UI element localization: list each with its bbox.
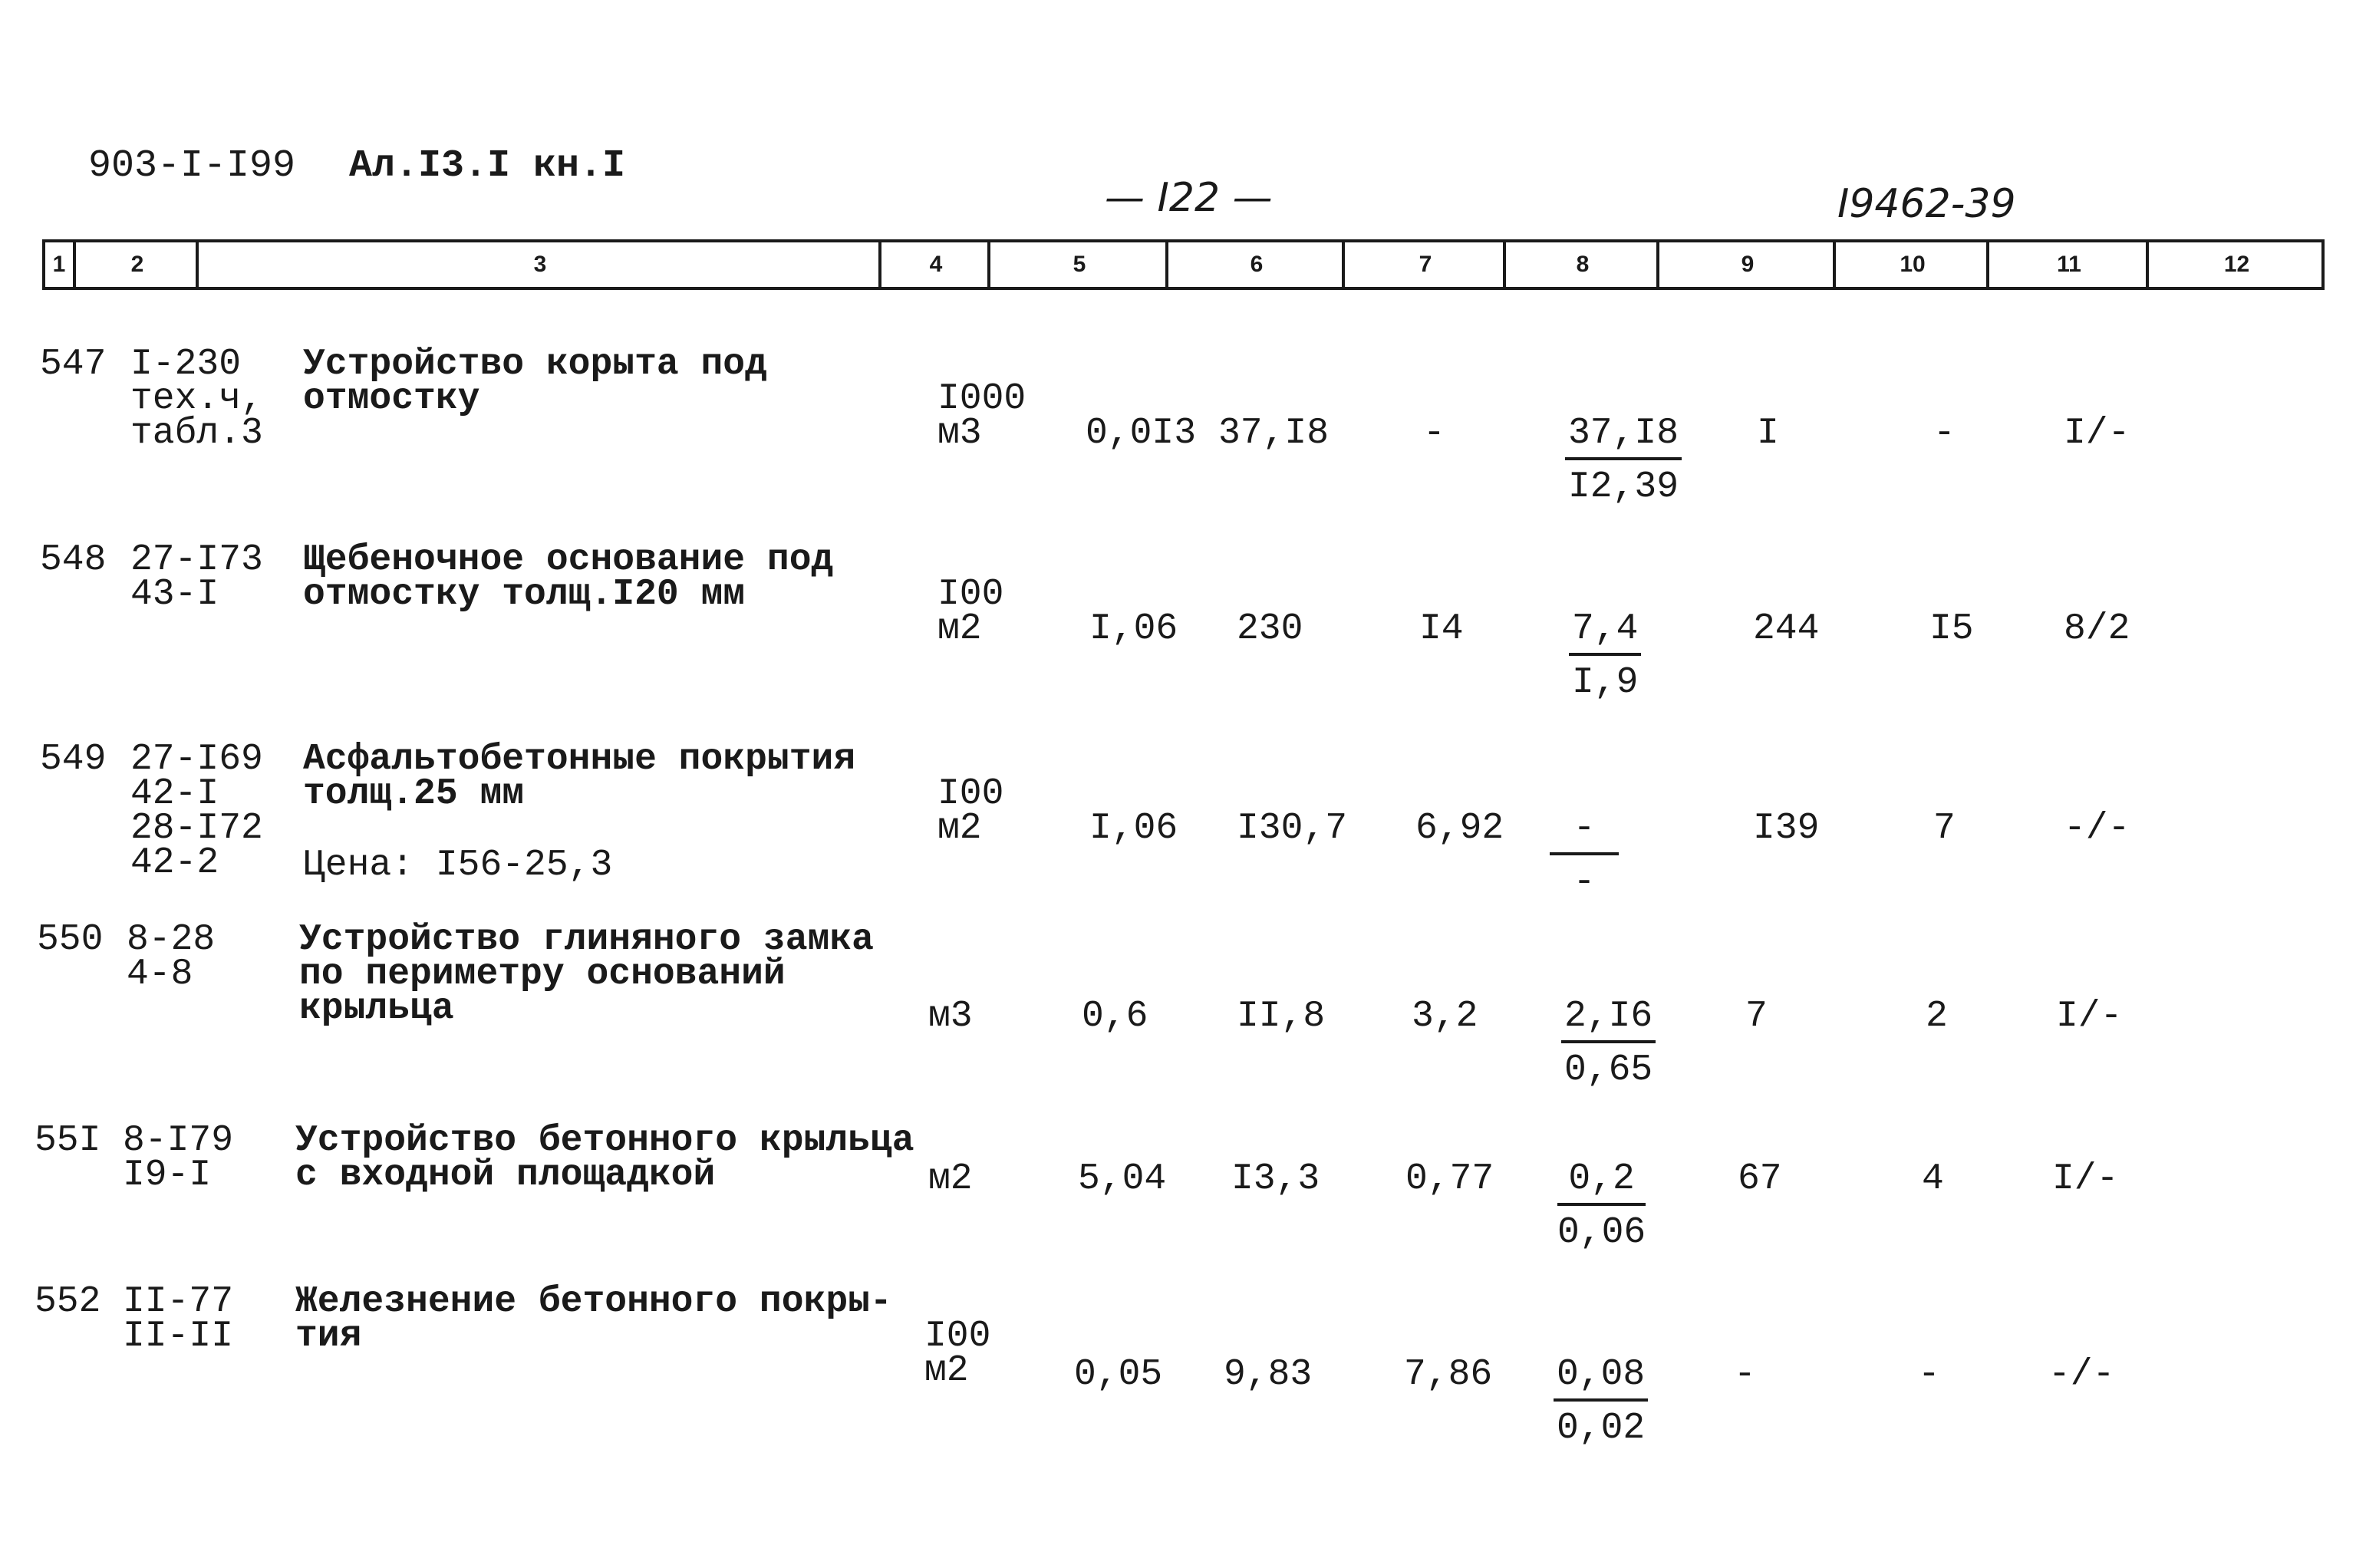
col-6-value: 37,I8 <box>1218 413 1330 454</box>
column-header: 7 <box>1342 242 1506 287</box>
col-10-value: I5 <box>1929 608 1974 650</box>
col-6-value: 230 <box>1237 608 1303 650</box>
col-9-value: I39 <box>1753 808 1820 849</box>
col-10-value: 7 <box>1933 808 1956 849</box>
work-description: Устройство глиняного замка <box>299 919 874 960</box>
work-description: по периметру оснований <box>299 954 786 995</box>
column-header: 10 <box>1833 242 1989 287</box>
col-9-value: 67 <box>1738 1158 1782 1200</box>
col-8-fraction <box>1554 1356 1648 1448</box>
norm-code: тех.ч, <box>130 378 263 420</box>
quantity: 0,0I3 <box>1086 413 1197 454</box>
norm-code: II-II <box>123 1316 234 1357</box>
column-header: 6 <box>1165 242 1345 287</box>
col-10-value: - <box>1918 1354 1940 1395</box>
col-9-value: 244 <box>1753 608 1820 650</box>
page-number: — I22 — <box>1105 175 1273 221</box>
work-description: Устройство корыта под <box>303 344 767 385</box>
unit: I000 <box>937 378 1026 420</box>
column-header: 3 <box>196 242 881 287</box>
col-8-fraction <box>1561 997 1656 1089</box>
unit: м3 <box>928 996 973 1037</box>
norm-code: 42-I <box>130 773 219 815</box>
norm-code: 8-I79 <box>123 1120 234 1161</box>
col-10-value: 2 <box>1926 996 1948 1037</box>
norm-code: 43-I <box>130 574 219 615</box>
document-code: 903-I-I99 <box>88 144 296 188</box>
col-6-value: 9,83 <box>1224 1354 1313 1395</box>
col-6-value: I3,3 <box>1231 1158 1320 1200</box>
unit: м3 <box>937 413 982 454</box>
col-8-fraction <box>1565 414 1682 506</box>
unit: м2 <box>937 608 982 650</box>
fraction-numerator: 2,I6 <box>1561 997 1656 1043</box>
col-11-value: -/- <box>2048 1354 2115 1395</box>
col-10-value: - <box>1933 413 1956 454</box>
col-8-fraction <box>1557 1160 1646 1252</box>
col-11-value: I/- <box>2064 413 2130 454</box>
norm-code: 42-2 <box>130 842 219 884</box>
column-header: 5 <box>987 242 1168 287</box>
work-description: тия <box>295 1316 362 1357</box>
col-11-value: -/- <box>2064 808 2130 849</box>
col-8-fraction <box>1550 809 1619 901</box>
col-11-value: 8/2 <box>2064 608 2130 650</box>
sheet-id: I9462-39 <box>1837 181 2016 227</box>
work-description: Асфальтобетонные покрытия <box>303 739 856 780</box>
fraction-numerator: - <box>1550 809 1619 855</box>
norm-code: 28-I72 <box>130 808 263 849</box>
unit: м2 <box>924 1350 969 1392</box>
column-header: 1 <box>52 252 66 277</box>
norm-code: II-77 <box>123 1281 234 1323</box>
work-description: Железнение бетонного покры- <box>295 1281 892 1323</box>
unit: м2 <box>928 1158 973 1200</box>
unit: I00 <box>924 1316 991 1357</box>
col-11-value: I/- <box>2056 996 2123 1037</box>
fraction-denominator: I2,39 <box>1568 466 1679 508</box>
col-9-value: 7 <box>1745 996 1768 1037</box>
col-7-value: 6,92 <box>1415 808 1504 849</box>
column-header: 11 <box>1986 242 2149 287</box>
work-description: Щебеночное основание под <box>303 539 834 581</box>
row-number: 552 <box>35 1281 101 1323</box>
col-10-value: 4 <box>1922 1158 1944 1200</box>
album-reference: Ал.I3.I кн.I <box>349 144 626 188</box>
col-7-value: I4 <box>1419 608 1464 650</box>
norm-code: 27-I73 <box>130 539 263 581</box>
col-7-value: 7,86 <box>1404 1354 1493 1395</box>
col-7-value: - <box>1423 413 1445 454</box>
column-header: 9 <box>1656 242 1836 287</box>
column-header: 8 <box>1503 242 1659 287</box>
price-note: Цена: I56-25,3 <box>303 845 613 886</box>
col-8-fraction <box>1569 610 1641 702</box>
work-description: отмостку <box>303 378 480 420</box>
unit: м2 <box>937 808 982 849</box>
work-description: толщ.25 мм <box>303 773 525 815</box>
unit: I00 <box>937 574 1004 615</box>
quantity: I,06 <box>1089 808 1178 849</box>
norm-code: I-230 <box>130 344 242 385</box>
work-description: крыльца <box>299 988 454 1029</box>
col-6-value: I30,7 <box>1237 808 1348 849</box>
work-description: отмостку толщ.I20 мм <box>303 574 746 615</box>
norm-code: 8-28 <box>127 919 216 960</box>
quantity: 0,6 <box>1082 996 1148 1037</box>
work-description: Устройство бетонного крыльца <box>295 1120 914 1161</box>
unit: I00 <box>937 773 1004 815</box>
fraction-denominator: 0,65 <box>1564 1049 1653 1091</box>
fraction-numerator: 0,2 <box>1557 1160 1646 1206</box>
column-header-row <box>42 239 2325 290</box>
norm-code: табл.3 <box>130 413 263 454</box>
work-description: с входной площадкой <box>295 1155 716 1196</box>
quantity: 0,05 <box>1074 1354 1163 1395</box>
quantity: 5,04 <box>1078 1158 1167 1200</box>
col-7-value: 0,77 <box>1405 1158 1494 1200</box>
row-number: 549 <box>40 739 107 780</box>
fraction-denominator: 0,02 <box>1557 1408 1646 1449</box>
norm-code: 27-I69 <box>130 739 263 780</box>
quantity: I,06 <box>1089 608 1178 650</box>
fraction-denominator: I,9 <box>1572 662 1639 703</box>
col-9-value: I <box>1757 413 1779 454</box>
column-header: 4 <box>878 242 990 287</box>
col-11-value: I/- <box>2052 1158 2119 1200</box>
fraction-denominator: 0,06 <box>1557 1212 1646 1253</box>
fraction-numerator: 0,08 <box>1554 1356 1648 1402</box>
row-number: 550 <box>37 919 104 960</box>
col-6-value: II,8 <box>1237 996 1326 1037</box>
row-number: 547 <box>40 344 107 385</box>
norm-code: 4-8 <box>127 954 193 995</box>
col-7-value: 3,2 <box>1412 996 1478 1037</box>
col-9-value: - <box>1734 1354 1756 1395</box>
column-header: 12 <box>2146 242 2325 287</box>
norm-code: I9-I <box>123 1155 212 1196</box>
row-number: 548 <box>40 539 107 581</box>
fraction-denominator: - <box>1573 861 1596 903</box>
column-header: 2 <box>73 242 199 287</box>
fraction-numerator: 37,I8 <box>1565 414 1682 460</box>
fraction-numerator: 7,4 <box>1569 610 1641 656</box>
row-number: 55I <box>35 1120 101 1161</box>
